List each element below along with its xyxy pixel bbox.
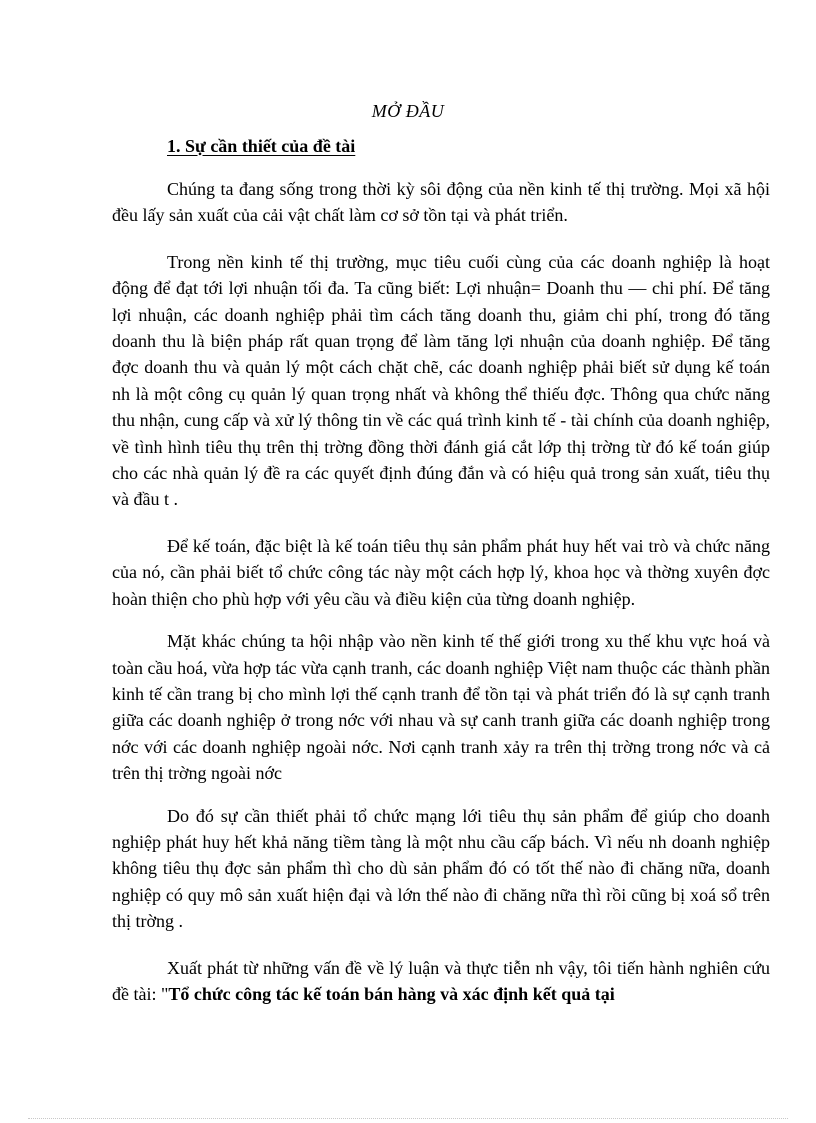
paragraph-lead-text: Xuất phát từ những vấn đề về lý luận và thực tiễn nh vậy, tôi tiến hành nghiên cứu đề tài: " <box>112 957 770 1004</box>
thesis-title-bold: Tổ chức công tác kế toán bán hàng và xác định kết quả tại <box>168 983 615 1004</box>
document-title: MỞ ĐẦU <box>371 101 445 121</box>
document-body <box>112 176 770 1027</box>
paragraph: Mặt khác chúng ta hội nhập vào nền kinh tế thế giới trong xu thế khu vực hoá và toàn cầu hoá, vừa hợp tác vừa cạnh tranh, các doanh nghiệp Việt nam thuộc các thành phần kinh tế cần trang bị cho mình lợi thế cạnh tranh để tồn tại và phát triển đó là sự cạnh tranh giữa các doanh nghiệp ở trong nớc với nhau và sự canh tranh giữa các doanh nghiệp trong nớc với các doanh nghiệp ngoài nớc. Nơi cạnh tranh xảy ra trên thị trờng trong nớc và cả trên thị trờng ngoài nớc <box>112 631 770 784</box>
paragraph-last <box>112 955 770 1008</box>
paragraph: Để kế toán, đặc biệt là kế toán tiêu thụ sản phẩm phát huy hết vai trò và chức năng của nó, cần phải biết tổ chức công tác này một cách hợp lý, khoa học và thờng xuyên đợc hoàn thiện cho phù hợp với yêu cầu và điều kiện của từng doanh nghiệp. <box>112 535 770 609</box>
paragraph: Trong nền kinh tế thị trường, mục tiêu cuối cùng của các doanh nghiệp là hoạt động để đạt tới lợi nhuận tối đa. Ta cũng biết: Lợi nhuận= Doanh thu — chi phí. Để tăng lợi nhuận, các doanh nghiệp phải tìm cách tăng doanh thu, giảm chi phí, trong đó tăng doanh thu là biện pháp rất quan trọng để làm tăng lợi nhuận của doanh nghiệp. Để tăng đợc doanh thu và quản lý một cách chặt chẽ, các doanh nghiệp phải biết sử dụng kế toán nh là một công cụ quản lý quan trọng nhất và không thể thiếu đợc. Thông qua chức năng thu nhận, cung cấp và xử lý thông tin về các quá trình kinh tế - tài chính của doanh nghiệp, về tình hình tiêu thụ trên thị trờng đồng thời đánh giá cắt lớp thị trờng từ đó kế toán giúp cho các nhà quản lý đề ra các quyết định đúng đắn và có hiệu quả trong sản xuất, tiêu thụ và đầu t . <box>112 251 770 510</box>
paragraph: Chúng ta đang sống trong thời kỳ sôi động của nền kinh tế thị trường. Mọi xã hội đều lấy sản xuất của cải vật chất làm cơ sở tồn tại và phát triển. <box>112 179 770 226</box>
page-bottom-rule <box>28 1118 788 1119</box>
section-heading: 1. Sự cần thiết của đề tài <box>167 136 356 156</box>
paragraph: Do đó sự cần thiết phải tổ chức mạng lới tiêu thụ sản phẩm để giúp cho doanh nghiệp phát huy hết khả năng tiềm tàng là một nhu cầu cấp bách. Vì nếu nh doanh nghiệp không tiêu thụ đợc sản phẩm thì cho dù sản phẩm đó có tốt thế nào đi chăng nữa, doanh nghiệp có quy mô sản xuất hiện đại và lớn thế nào đi chăng nữa thì rồi cũng bị xoá sổ trên thị trờng . <box>112 805 770 932</box>
